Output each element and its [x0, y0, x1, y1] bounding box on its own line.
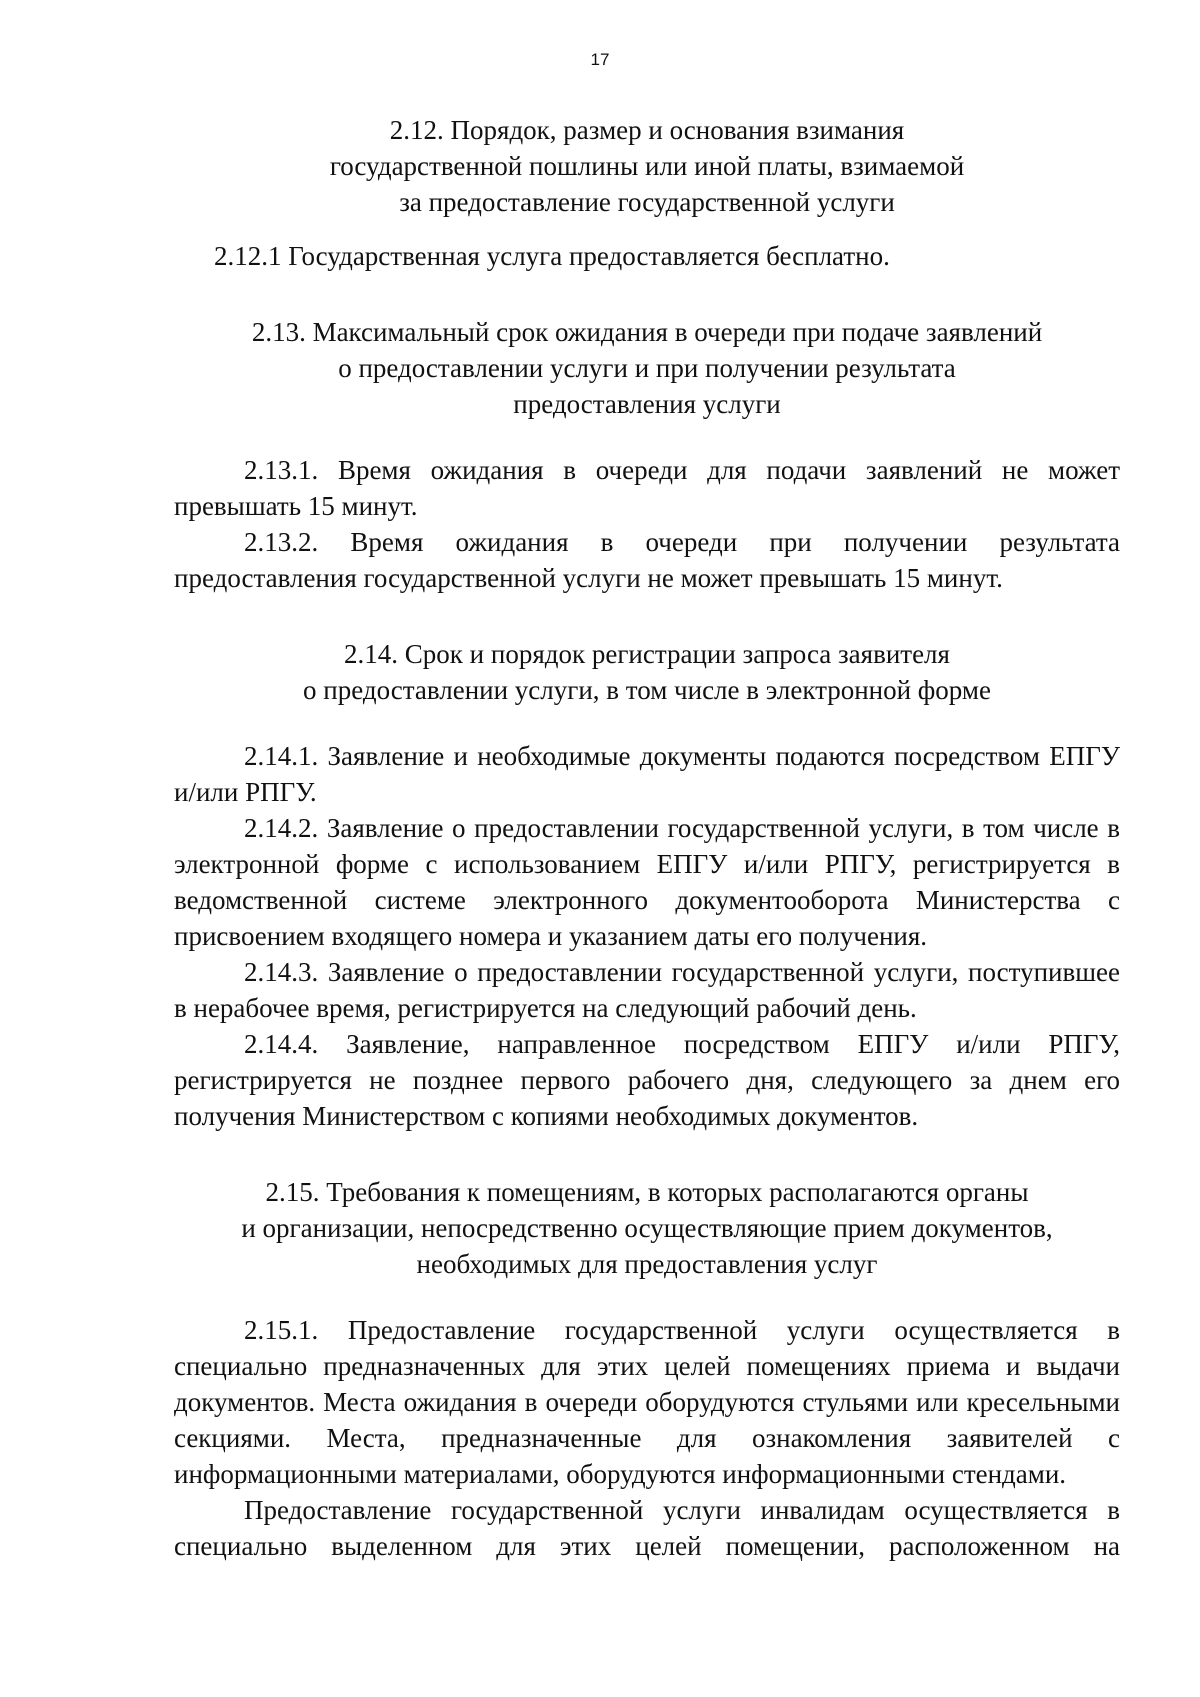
paragraph-2-15-1: 2.15.1. Предоставление государственной услуги осуществляется в специально предназначенных для этих целей помещениях приема и выдачи документов. Места ожидания в очереди оборудуются стульями или кресельными секциями. Места, предназначенные для ознакомления заявителей с информационными материалами, оборудуются информационными стендами.: [174, 1315, 1120, 1489]
paragraph-2-13-2: 2.13.2. Время ожидания в очереди при получении результата предоставления государственной услуги не может превышать 15 минут.: [174, 527, 1120, 593]
heading-line: 2.13. Максимальный срок ожидания в очереди при подаче заявлений: [251, 317, 1043, 347]
paragraph-2-14-1: 2.14.1. Заявление и необходимые документы подаются посредством ЕПГУ и/или РПГУ.: [174, 741, 1120, 807]
heading-line: 2.14. Срок и порядок регистрации запроса заявителя: [344, 639, 950, 669]
paragraph-2-12-1: 2.12.1 Государственная услуга предоставляется бесплатно.: [214, 241, 890, 271]
paragraph-2-14-4: 2.14.4. Заявление, направленное посредством ЕПГУ и/или РПГУ, регистрируется не позднее первого рабочего дня, следующего за днем его получения Министерством с копиями необходимых документов.: [174, 1029, 1120, 1131]
section-heading-2-12: [174, 112, 1120, 220]
paragraph-2-14-3: 2.14.3. Заявление о предоставлении государственной услуги, поступившее в нерабочее время, регистрируется на следующий рабочий день.: [174, 957, 1120, 1023]
paragraph-2-13-1: 2.13.1. Время ожидания в очереди для подачи заявлений не может превышать 15 минут.: [174, 455, 1120, 521]
heading-line: необходимых для предоставления услуг: [416, 1249, 878, 1279]
heading-line: государственной пошлины или иной платы, взимаемой: [329, 151, 965, 181]
section-heading-2-14: [174, 636, 1120, 708]
heading-line: о предоставлении услуги и при получении результата: [338, 353, 956, 383]
paragraph-2-15-2: Предоставление государственной услуги инвалидам осуществляется в специально выделенном для этих целей помещении, расположенном на: [174, 1495, 1120, 1561]
heading-line: о предоставлении услуги, в том числе в электронной форме: [303, 675, 991, 705]
heading-line: предоставления услуги: [513, 389, 781, 419]
paragraph-2-14-2: 2.14.2. Заявление о предоставлении государственной услуги, в том числе в электронной форме с использованием ЕПГУ и/или РПГУ, регистрируется в ведомственной системе электронного документооборота Министерства с присвоением входящего номера и указанием даты его получения.: [174, 813, 1120, 951]
heading-line: 2.15. Требования к помещениям, в которых располагаются органы: [265, 1177, 1029, 1207]
heading-line: 2.12. Порядок, размер и основания взимания: [389, 115, 905, 145]
heading-line: и организации, непосредственно осуществляющие прием документов,: [241, 1213, 1053, 1243]
document-body: [174, 112, 1120, 1564]
page-number: 17: [590, 50, 610, 69]
section-heading-2-15: [174, 1174, 1120, 1282]
heading-line: за предоставление государственной услуги: [399, 187, 895, 217]
section-heading-2-13: [174, 314, 1120, 422]
